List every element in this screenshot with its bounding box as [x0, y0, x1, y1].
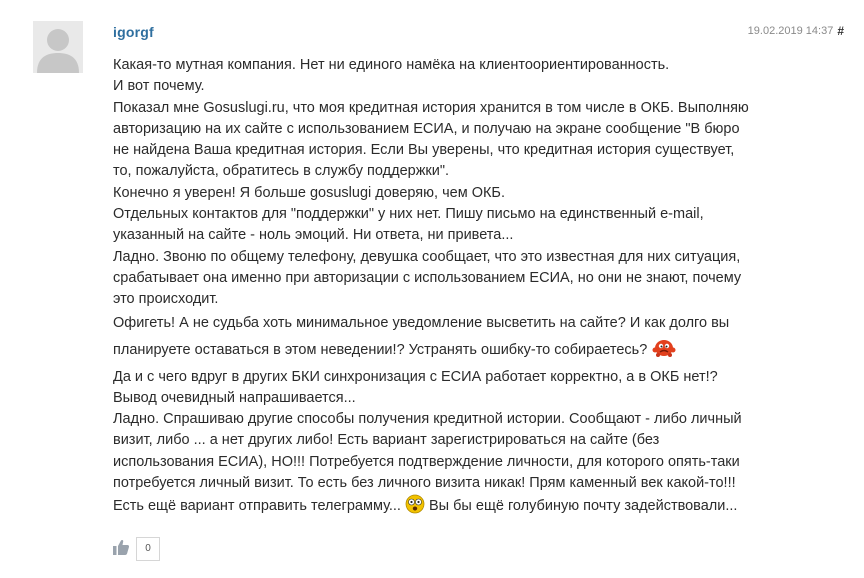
comment-paragraph-text: Вы бы ещё голубиную почту задействовали... [429, 498, 738, 515]
comment-paragraph: Конечно я уверен! Я больше gosuslugi доверяю, чем ОКБ. [113, 184, 505, 201]
comment-paragraph: Показал мне Gosuslugi.ru, что моя кредитная история хранится в том числе в ОКБ. Выполняю авторизацию на их сайте с использованием ЕСИА, и получаю на экране сообщение "В бюро не найдена Ваша кредитная история. Если Вы уверены, что кредитная история существует, то, пожалуйста, обратитесь в службу поддержки". [113, 99, 749, 180]
comment-paragraph [113, 494, 753, 523]
like-count: 0 [136, 537, 160, 561]
comment-meta [748, 24, 844, 38]
comment-datetime: 19.02.2019 14:37 [747, 25, 834, 37]
angry-red-smiley-icon [651, 336, 677, 367]
comment-paragraph: Отдельных контактов для "поддержки" у них нет. Пишу письмо на единственный e-mail, указанный на сайте - ноль эмоций. Ни ответа, ни привета... [113, 206, 704, 244]
comment-paragraph: Ладно. Звоню по общему телефону, девушка сообщает, что это известная для них ситуация, срабатывает она именно при авторизации с использованием ЕСИА, но они не знают, почему это происходит. [113, 248, 742, 308]
like-bar [112, 537, 160, 561]
comment-paragraph: Какая-то мутная компания. Нет ни единого намёка на клиентоориентированность. [113, 57, 670, 73]
comment-author-link[interactable]: igorgf [113, 24, 154, 40]
comment-paragraph-text: Есть ещё вариант отправить телеграмму... [113, 498, 401, 515]
comment-paragraph: И вот почему. [113, 78, 205, 95]
comment-body [113, 55, 753, 523]
comment-paragraph [113, 311, 753, 367]
shocked-yellow-smiley-icon [405, 494, 425, 523]
avatar[interactable] [33, 21, 83, 73]
comment-permalink[interactable]: # [837, 24, 844, 38]
comment-paragraph-text: Офигеть! А не судьба хоть минимальное уведомление высветить на сайте? И как долго вы планируете оставаться в этом неведении!? Устранять ошибку-то собираетесь? [113, 314, 730, 358]
comment-paragraph: Ладно. Спрашиваю другие способы получения кредитной истории. Сообщают - либо личный визит, либо ... а нет других либо! Есть вариант зарегистрироваться на сайте (без использования ЕСИА), НО!!! Потребуется подтверждение личности, для которого опять-таки потребуется личный визит. То есть без личного визита никак! Прям каменный век какой-то!!! [113, 411, 742, 492]
comment-paragraph: Да и с чего вдруг в других БКИ синхронизация с ЕСИА работает корректно, а в ОКБ нет!? [113, 368, 718, 385]
like-button[interactable] [112, 538, 130, 561]
thumbs-up-icon [112, 538, 130, 556]
comment-paragraph: Вывод очевидный напрашивается... [113, 389, 356, 406]
default-user-avatar-icon [33, 21, 83, 73]
